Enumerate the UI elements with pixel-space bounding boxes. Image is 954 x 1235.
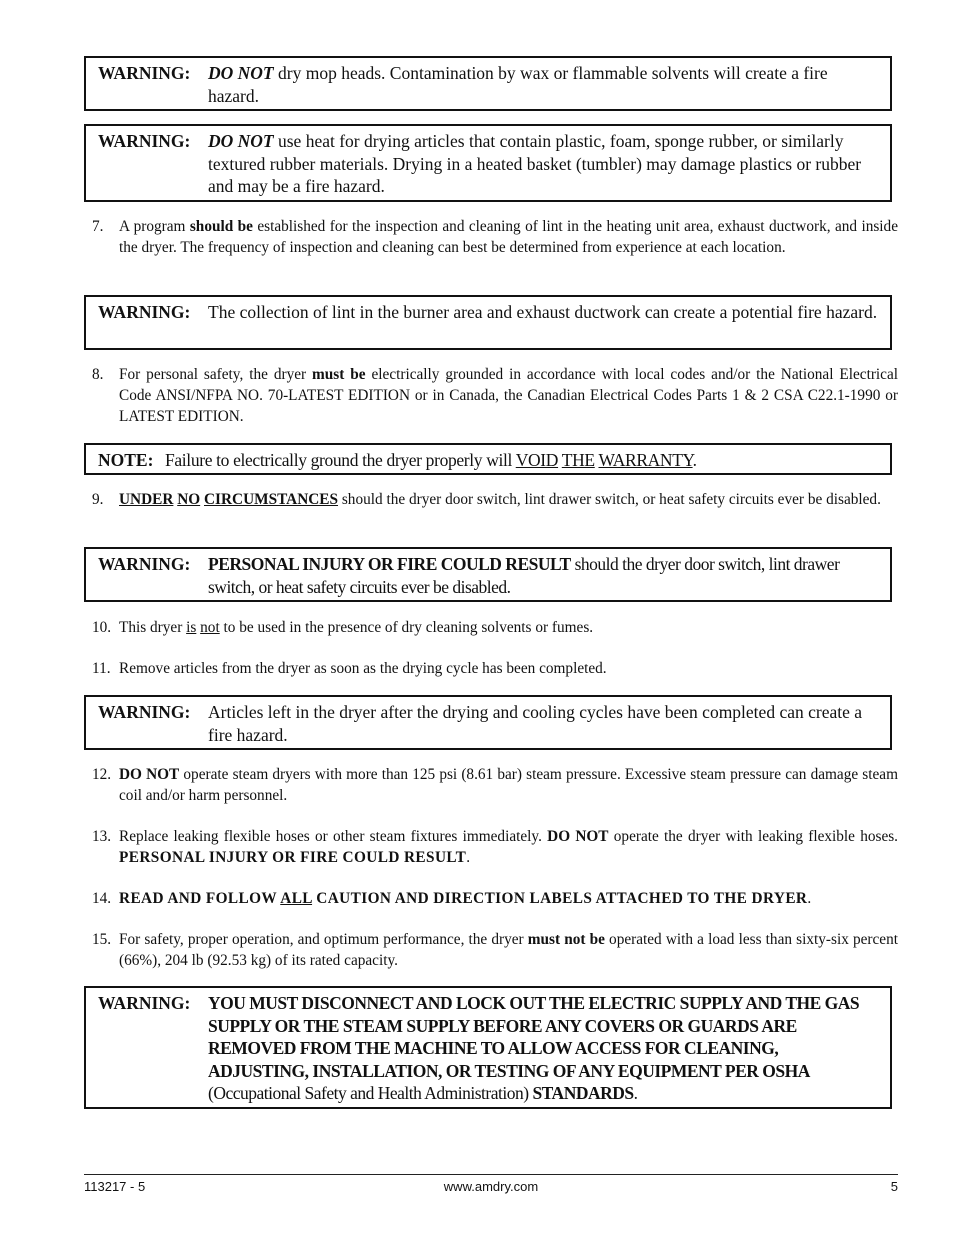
list-item-12	[92, 764, 898, 806]
warning-text: DO NOT dry mop heads. Contamination by wax or flammable solvents will create a fire hazard.	[208, 63, 828, 106]
warning-dry-mop	[84, 56, 892, 111]
item-text: Replace leaking flexible hoses or other steam fixtures immediately. DO NOT operate the dryer with leaking flexible hoses. PERSONAL INJURY OR FIRE COULD RESULT.	[119, 828, 899, 866]
item-number: 7.	[92, 218, 104, 235]
note-grounding	[84, 443, 892, 475]
list-item-9	[92, 489, 898, 510]
footer-website-link[interactable]: www.amdry.com	[443, 1179, 539, 1194]
item-text: A program should be established for the inspection and cleaning of lint in the heating unit area, exhaust ductwork, and inside the dryer. The frequency of inspection and cleaning can best be determined from experience at each location.	[119, 218, 898, 256]
item-number: 15.	[92, 931, 112, 948]
item-number: 10.	[92, 619, 112, 636]
warning-label: WARNING:	[98, 554, 191, 574]
warning-text: Articles left in the dryer after the drying and cooling cycles have been completed can create a fire hazard.	[208, 702, 863, 745]
item-number: 9.	[92, 491, 104, 508]
list-item-11	[92, 658, 898, 679]
note-label: NOTE:	[98, 450, 154, 470]
item-number: 14.	[92, 890, 112, 907]
warning-text: YOU MUST DISCONNECT AND LOCK OUT THE ELECTRIC SUPPLY AND THE GAS SUPPLY OR THE STEAM SUPPLY BEFORE ANY COVERS OR GUARDS ARE REMOVED FROM THE MACHINE TO ALLOW ACCESS FOR CLEANING, ADJUSTING, INSTALLATION, OR TESTING OF ANY EQUIPMENT PER OSHA (Occupational Safety and Health Administration) STANDARDS.	[208, 993, 860, 1103]
warning-safety-circuits	[84, 547, 892, 602]
warning-articles-left	[84, 695, 892, 750]
warning-text: The collection of lint in the burner area and exhaust ductwork can create a potential fire hazard.	[208, 302, 878, 322]
item-text: For personal safety, the dryer must be electrically grounded in accordance with local codes and/or the National Electrical Code ANSI/NFPA NO. 70-LATEST EDITION or in Canada, the Canadian Electrical Codes Parts 1 & 2 CSA C22.1-1990 or LATEST EDITION.	[119, 366, 898, 425]
list-item-10	[92, 617, 898, 638]
warning-lockout-osha	[84, 986, 892, 1109]
list-item-13	[92, 826, 898, 868]
item-text: For safety, proper operation, and optimum performance, the dryer must not be operated with a load less than sixty-six percent (66%), 204 lb (92.53 kg) of its rated capacity.	[119, 931, 898, 969]
item-text: READ AND FOLLOW ALL CAUTION AND DIRECTION LABELS ATTACHED TO THE DRYER.	[119, 890, 812, 907]
item-number: 8.	[92, 366, 104, 383]
item-text: Remove articles from the dryer as soon as the drying cycle has been completed.	[119, 660, 607, 677]
item-number: 13.	[92, 828, 112, 845]
list-item-14	[92, 888, 898, 909]
warning-lint-collection	[84, 295, 892, 350]
warning-label: WARNING:	[98, 702, 191, 722]
warning-plastic-foam	[84, 124, 892, 202]
item-number: 11.	[92, 660, 111, 677]
list-item-15	[92, 929, 898, 971]
note-text: Failure to electrically ground the dryer properly will VOID THE WARRANTY.	[165, 450, 697, 470]
warning-label: WARNING:	[98, 993, 191, 1013]
warning-label: WARNING:	[98, 131, 191, 151]
footer-page-number: 5	[890, 1179, 898, 1194]
footer-divider	[84, 1174, 898, 1175]
list-item-8	[92, 364, 898, 427]
warning-text: DO NOT use heat for drying articles that contain plastic, foam, sponge rubber, or similarly textured rubber materials. Drying in a heated basket (tumbler) may damage plastics or rubber and may be a fire hazard.	[208, 131, 862, 196]
item-text: This dryer is not to be used in the presence of dry cleaning solvents or fumes.	[119, 619, 594, 636]
warning-label: WARNING:	[98, 63, 191, 83]
footer-doc-number: 113217 - 5	[84, 1179, 146, 1194]
item-text: DO NOT operate steam dryers with more than 125 psi (8.61 bar) steam pressure. Excessive steam pressure can damage steam coil and/or harm personnel.	[119, 766, 898, 804]
item-text: UNDER NO CIRCUMSTANCES should the dryer door switch, lint drawer switch, or heat safety circuits ever be disabled.	[119, 491, 881, 508]
warning-text: PERSONAL INJURY OR FIRE COULD RESULT should the dryer door switch, lint drawer switch, or heat safety circuits ever be disabled.	[208, 554, 840, 597]
item-number: 12.	[92, 766, 112, 783]
warning-label: WARNING:	[98, 302, 191, 322]
list-item-7	[92, 216, 898, 258]
